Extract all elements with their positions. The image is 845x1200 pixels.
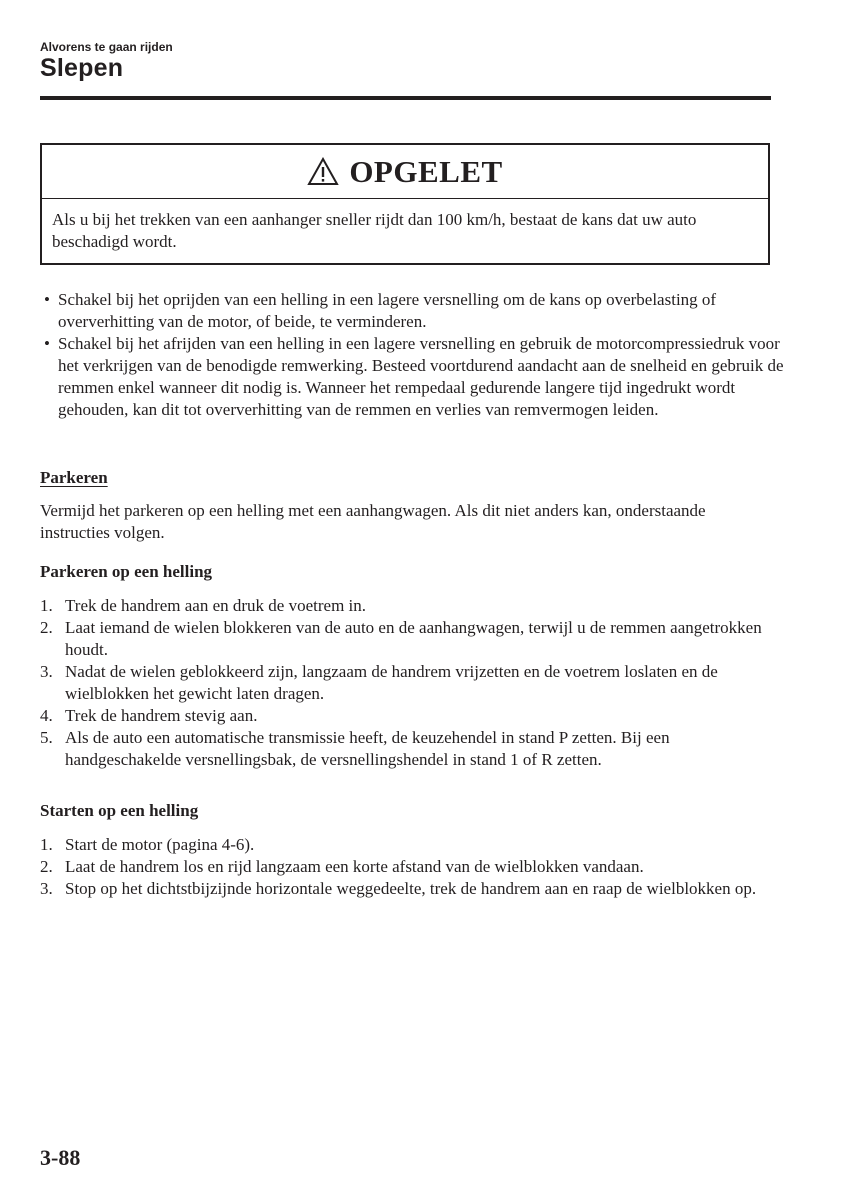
step-number: 4. [40,706,53,725]
list-item [40,878,780,900]
header-rule [40,96,771,100]
list-item [40,661,780,705]
page-title: Slepen [40,54,124,82]
step-text: Laat iemand de wielen blokkeren van de auto en de aanhangwagen, terwijl u de remmen aangetrokken houdt. [65,618,762,659]
parkeren-heading: Parkeren [40,468,108,487]
starten-helling-heading: Starten op een helling [40,801,199,820]
list-item [44,289,784,333]
step-text: Trek de handrem aan en druk de voetrem in. [65,596,367,615]
list-item [44,333,784,421]
caution-box [40,143,770,265]
page-number: 3-88 [40,1145,81,1170]
starten-helling-steps [40,834,780,900]
step-text: Trek de handrem stevig aan. [65,706,258,725]
step-number: 1. [40,835,53,854]
step-number: 3. [40,662,53,681]
step-number: 5. [40,728,53,747]
list-item [40,705,780,727]
list-item [40,595,780,617]
list-item [40,617,780,661]
list-item [40,834,780,856]
parkeren-helling-steps [40,595,780,771]
step-text: Nadat de wielen geblokkeerd zijn, langzaam de handrem vrijzetten en de voetrem loslaten en de wielblokken het gewicht laten dragen. [65,662,718,703]
bullet-dot: • [44,334,50,353]
bullet-text: Schakel bij het afrijden van een helling in een lagere versnelling en gebruik de motorcompressiedruk voor het verkrijgen van de benodigde remwerking. Besteed voortdurend aandacht aan de snelheid en gebruik de remmen enkel wanneer dit nodig is. Wanneer het rempedaal gedurende langere tijd ingedrukt wordt gehouden, kan dit tot oververhitting van de remmen en verlies van remvermogen leiden. [58,334,784,419]
step-text: Als de auto een automatische transmissie heeft, de keuzehendel in stand P zetten. Bij een handgeschakelde versnellingsbak, de versnellingshendel in stand 1 of R zetten. [65,728,670,769]
bullet-dot: • [44,290,50,309]
step-number: 2. [40,618,53,637]
warning-triangle-icon [307,157,339,187]
step-text: Stop op het dichtstbijzijnde horizontale weggedeelte, trek de handrem aan en raap de wielblokken op. [65,879,757,898]
parkeren-paragraph: Vermijd het parkeren op een helling met een aanhangwagen. Als dit niet anders kan, onderstaande instructies volgen. [40,501,706,542]
caution-title: OPGELET [349,153,503,189]
step-text: Start de motor (pagina 4-6). [65,835,255,854]
list-item [40,727,780,771]
step-number: 2. [40,857,53,876]
caution-text: Als u bij het trekken van een aanhanger sneller rijdt dan 100 km/h, bestaat de kans dat uw auto beschadigd wordt. [52,210,697,251]
bullet-list [44,289,784,421]
list-item [40,856,780,878]
caution-header [42,145,768,199]
section-label: Alvorens te gaan rijden [40,40,173,54]
step-text: Laat de handrem los en rijd langzaam een korte afstand van de wielblokken vandaan. [65,857,644,876]
parkeren-helling-heading: Parkeren op een helling [40,562,213,581]
step-number: 3. [40,879,53,898]
bullet-text: Schakel bij het oprijden van een helling in een lagere versnelling om de kans op overbelasting of oververhitting van de motor, of beide, te verminderen. [58,290,717,331]
step-number: 1. [40,596,53,615]
